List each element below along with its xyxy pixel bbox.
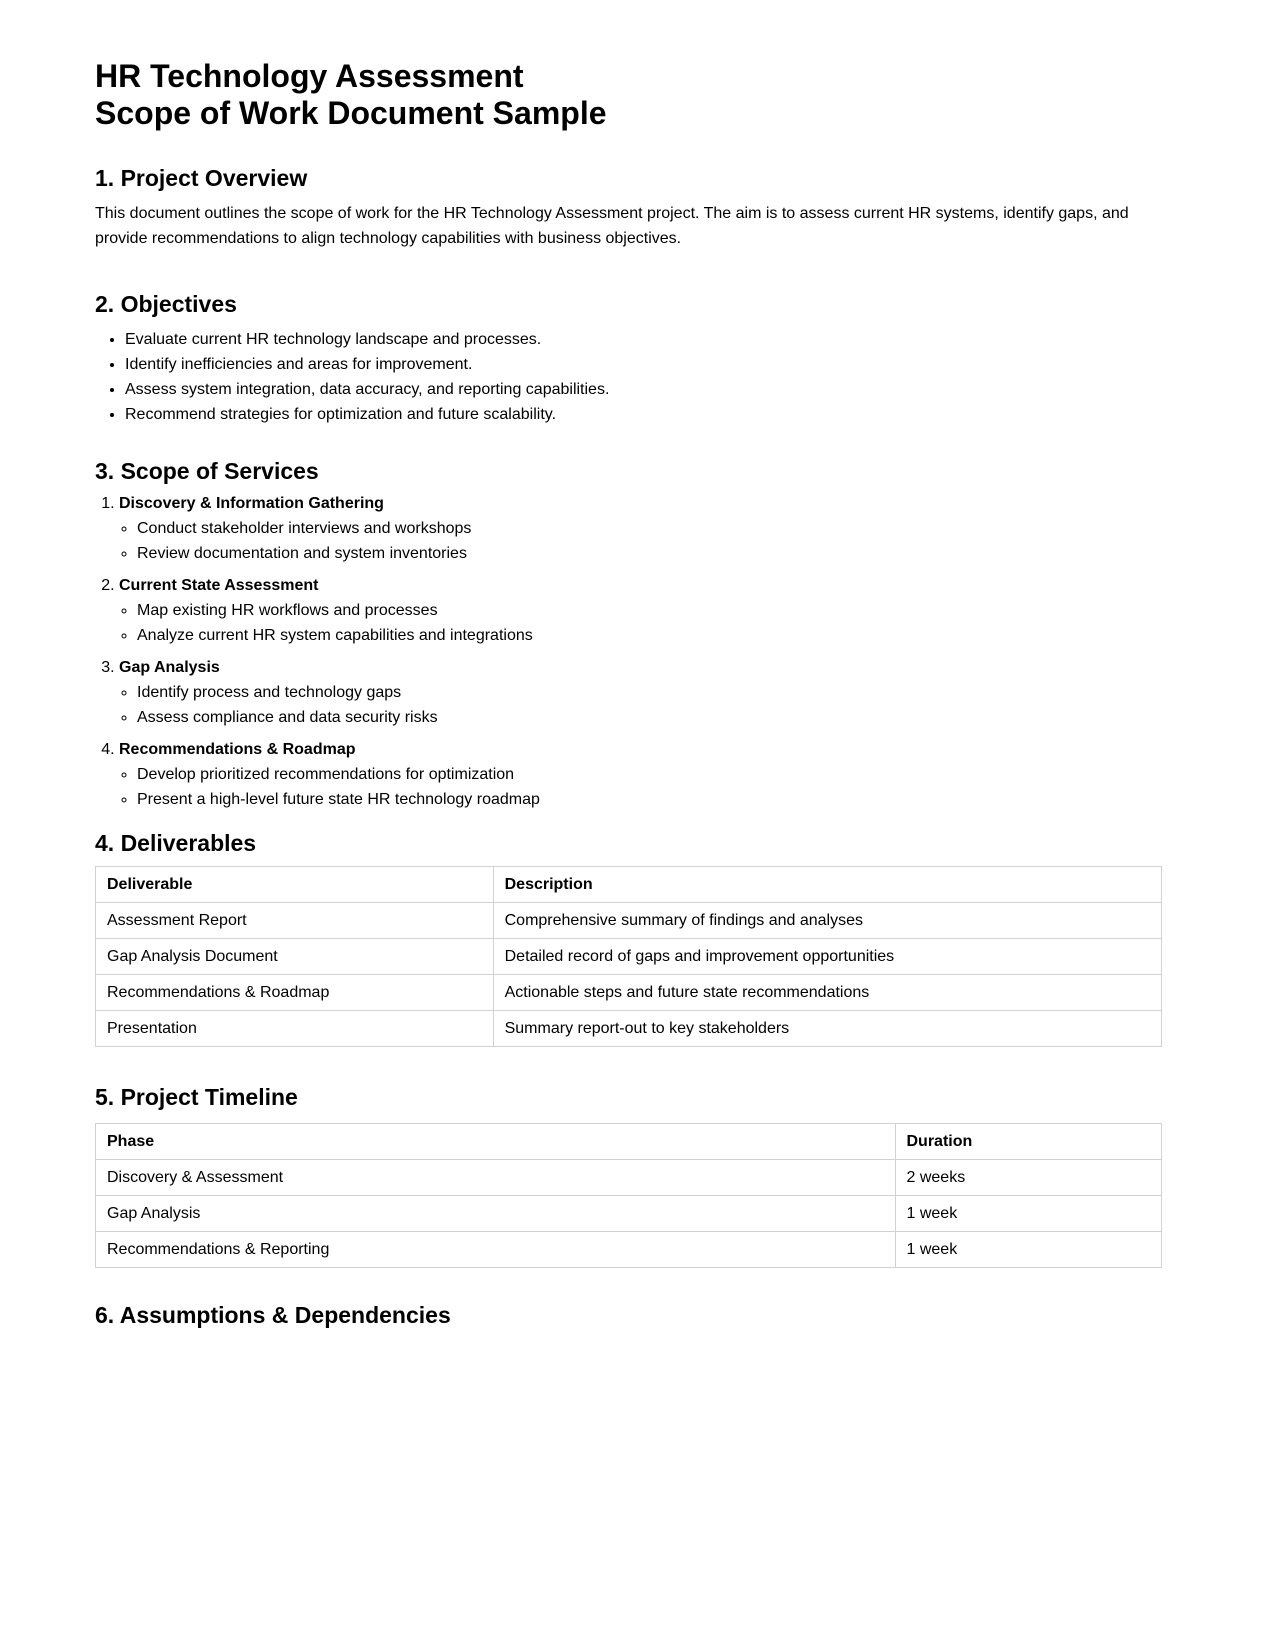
scope-list [95, 491, 1162, 812]
document-title-line1: HR Technology Assessment [95, 58, 524, 94]
scope-subitem-list [119, 762, 1162, 812]
list-item: • Identify inefficiencies and areas for improvement. [125, 352, 1162, 377]
overview-paragraph: This document outlines the scope of work for the HR Technology Assessment project. The aim is to assess current HR systems, identify gaps, and provide recommendations to align technology capabilities with business objectives. [95, 205, 1129, 247]
table-row [96, 1196, 1162, 1232]
table-cell: Presentation [96, 1011, 494, 1047]
scope-subitem: ◦ Identify process and technology gaps [137, 680, 1162, 705]
scope-subitem: ◦ Assess compliance and data security risks [137, 705, 1162, 730]
document-title-line2: Scope of Work Document Sample [95, 95, 607, 131]
list-item: • Assess system integration, data accuracy, and reporting capabilities. [125, 377, 1162, 402]
scope-subitem-list [119, 598, 1162, 648]
scope-subitem: ◦ Conduct stakeholder interviews and workshops [137, 516, 1162, 541]
section-scope-of-services [95, 458, 1162, 812]
section-heading-scope: 3. Scope of Services [95, 458, 319, 484]
table-cell: Recommendations & Reporting [96, 1232, 896, 1268]
scope-subitem-list [119, 516, 1162, 566]
table-row [96, 975, 1162, 1011]
scope-subitem: ◦ Review documentation and system inventories [137, 541, 1162, 566]
table-row [96, 1232, 1162, 1268]
table-header-cell: Description [493, 867, 1161, 903]
section-objectives [95, 291, 1162, 427]
table-cell: 1 week [895, 1196, 1162, 1232]
section-heading-deliverables: 4. Deliverables [95, 830, 257, 856]
section-heading-overview: 1. Project Overview [95, 165, 308, 191]
scope-item-title: Recommendations & Roadmap [119, 741, 356, 758]
table-cell: 1 week [895, 1232, 1162, 1268]
table-row [96, 1160, 1162, 1196]
scope-item [119, 737, 1162, 812]
table-header-cell: Deliverable [96, 867, 494, 903]
scope-subitem: ◦ Analyze current HR system capabilities and integrations [137, 623, 1162, 648]
list-item: • Evaluate current HR technology landscape and processes. [125, 327, 1162, 352]
table-header-row [96, 1124, 1162, 1160]
table-cell: Detailed record of gaps and improvement opportunities [493, 939, 1161, 975]
scope-item-title: Gap Analysis [119, 659, 220, 676]
table-cell: Recommendations & Roadmap [96, 975, 494, 1011]
section-heading-assumptions: 6. Assumptions & Dependencies [95, 1302, 451, 1328]
scope-subitem: ◦ Develop prioritized recommendations for optimization [137, 762, 1162, 787]
table-row [96, 903, 1162, 939]
table-header-cell: Phase [96, 1124, 896, 1160]
table-row [96, 1011, 1162, 1047]
scope-subitem-list [119, 680, 1162, 730]
section-project-timeline [95, 1084, 1162, 1268]
scope-item-title: Discovery & Information Gathering [119, 495, 384, 512]
scope-subitem: ◦ Map existing HR workflows and processes [137, 598, 1162, 623]
scope-item [119, 655, 1162, 730]
deliverables-table [95, 866, 1162, 1047]
table-header-row [96, 867, 1162, 903]
scope-item [119, 573, 1162, 648]
timeline-table-head [96, 1124, 1162, 1160]
objectives-list [95, 327, 1162, 427]
list-item: • Recommend strategies for optimization and future scalability. [125, 402, 1162, 427]
scope-subitem: ◦ Present a high-level future state HR technology roadmap [137, 787, 1162, 812]
timeline-table [95, 1123, 1162, 1268]
table-cell: Assessment Report [96, 903, 494, 939]
section-project-overview [95, 165, 1162, 251]
section-heading-objectives: 2. Objectives [95, 291, 237, 317]
scope-item-title: Current State Assessment [119, 577, 319, 594]
deliverables-table-head [96, 867, 1162, 903]
deliverables-table-body [96, 903, 1162, 1047]
table-header-cell: Duration [895, 1124, 1162, 1160]
table-cell: Summary report-out to key stakeholders [493, 1011, 1161, 1047]
table-cell: Gap Analysis [96, 1196, 896, 1232]
document-title [95, 0, 1162, 132]
table-cell: Actionable steps and future state recommendations [493, 975, 1161, 1011]
table-cell: Comprehensive summary of findings and analyses [493, 903, 1161, 939]
table-row [96, 939, 1162, 975]
table-cell: Discovery & Assessment [96, 1160, 896, 1196]
table-cell: 2 weeks [895, 1160, 1162, 1196]
table-cell: Gap Analysis Document [96, 939, 494, 975]
section-assumptions-dependencies [95, 1302, 1162, 1329]
timeline-table-body [96, 1160, 1162, 1268]
scope-item [119, 491, 1162, 566]
section-deliverables [95, 830, 1162, 1047]
section-heading-timeline: 5. Project Timeline [95, 1084, 298, 1110]
